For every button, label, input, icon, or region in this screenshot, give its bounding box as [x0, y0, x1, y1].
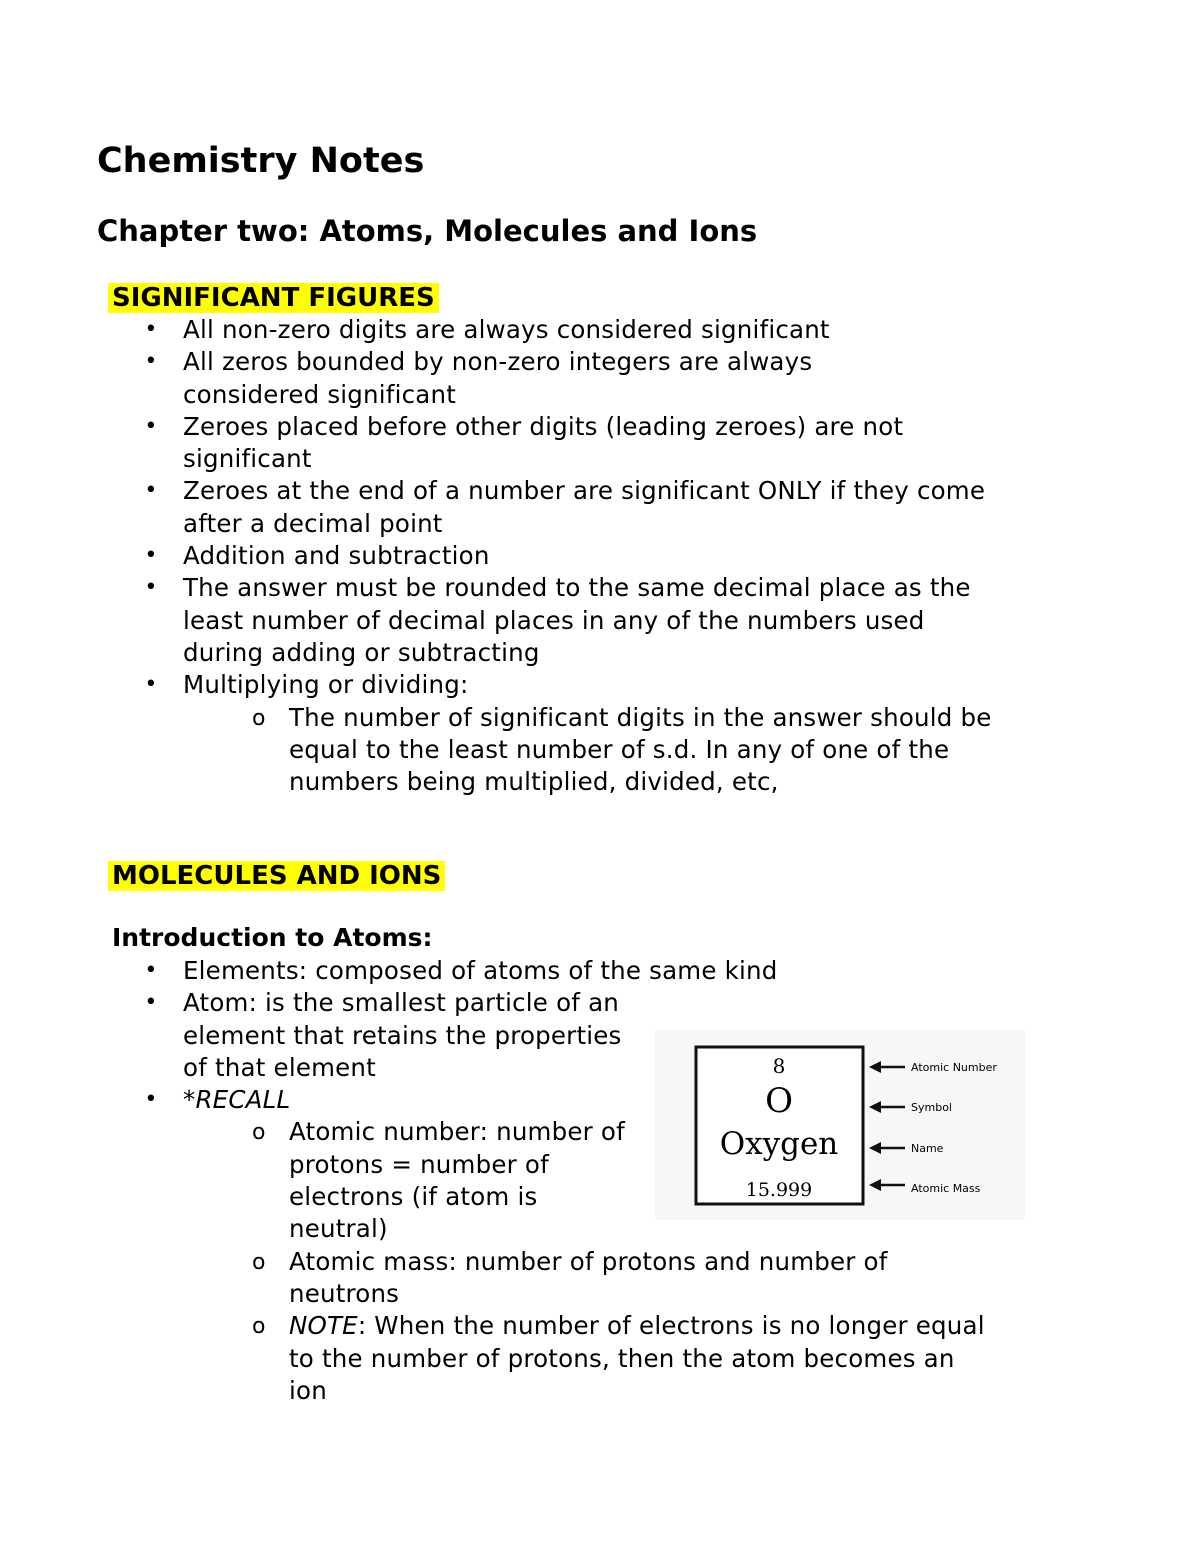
list-item-text: All zeros bounded by non-zero integers are always considered significant: [183, 347, 813, 409]
bullet-icon: •: [144, 990, 158, 1016]
section-heading-molecules-and-ions: [108, 860, 445, 892]
list-item: [0, 346, 903, 411]
bullet-icon: •: [144, 575, 158, 601]
sub-list-item-text: Atomic number: number of protons = number of electrons (if atom is neutral): [289, 1117, 625, 1244]
list-item-text: All non-zero digits are always considered significant: [183, 315, 830, 344]
bullet-icon: •: [144, 317, 158, 342]
list-item-text: Atom: is the smallest particle of an element that retains the properties of that element: [183, 988, 622, 1082]
element-tile-figure: [655, 1030, 1025, 1220]
bullet-icon: •: [144, 349, 158, 375]
sub-list-item: [0, 702, 1029, 799]
label-symbol: Symbol: [911, 1101, 952, 1114]
list-item-text: Elements: composed of atoms of the same kind: [183, 956, 778, 985]
list-item: [0, 572, 1008, 669]
list-item-text: Zeroes placed before other digits (leading zeroes) are not significant: [183, 411, 904, 474]
element-name: Oxygen: [719, 1126, 839, 1162]
bullet-icon: •: [144, 1087, 158, 1113]
list-item-text: Multiplying or dividing:: [183, 670, 469, 700]
section-heading-significant-figures: [108, 282, 439, 314]
bullet-icon: •: [144, 958, 158, 983]
element-tile-svg: [655, 1030, 1025, 1220]
list-item: [0, 669, 993, 701]
bullet-icon: •: [144, 543, 158, 569]
list-item-text: Zeroes at the end of a number are significant ONLY if they come after a decimal point: [183, 476, 986, 538]
significant-figures-list: [0, 314, 1040, 798]
atomic-mass-value: 15.999: [745, 1179, 813, 1201]
sub-bullet-icon: o: [252, 1314, 266, 1340]
bullet-icon: •: [144, 413, 158, 439]
sub-bullet-icon: o: [252, 1120, 266, 1146]
list-item: [0, 1084, 643, 1116]
list-item: [0, 987, 643, 1084]
sub-bullet-icon: o: [252, 1249, 266, 1275]
list-item: [0, 411, 983, 476]
sub-bullet-icon: o: [252, 705, 266, 731]
chapter-heading: Chapter two: Atoms, Molecules and Ions: [97, 214, 758, 248]
sub-list-item: [0, 1116, 634, 1245]
list-item: [0, 955, 923, 987]
highlighted-heading-text: SIGNIFICANT FIGURES: [108, 283, 439, 313]
highlighted-heading-text: MOLECULES AND IONS: [108, 861, 445, 891]
sub-list-item: [0, 1310, 989, 1407]
sub-list-item: [0, 1246, 969, 1311]
label-atomic-mass: Atomic Mass: [911, 1182, 981, 1195]
list-item: [0, 475, 993, 540]
sub-list-item-text: The number of significant digits in the answer should be equal to the least number of s.d. In any of one of the numbers being multiplied, divided, etc,: [289, 702, 992, 797]
sub-list-item-text: Atomic mass: number of protons and number of neutrons: [289, 1246, 888, 1308]
list-item-text: Addition and subtraction: [183, 541, 490, 571]
list-item-text: The answer must be rounded to the same decimal place as the least number of decimal places in any of the numbers used during adding or subtracting: [183, 573, 971, 667]
list-item: [0, 540, 993, 572]
label-atomic-number: Atomic Number: [911, 1061, 997, 1074]
document-title: Chemistry Notes: [97, 141, 425, 181]
list-item: [0, 314, 923, 346]
bullet-icon: •: [144, 478, 158, 504]
note-text: : When the number of electrons is no longer equal to the number of protons, then the atom becomes an ion: [289, 1311, 985, 1405]
list-item-text: *RECALL: [183, 1085, 291, 1115]
subheading-introduction-to-atoms: Introduction to Atoms:: [112, 923, 433, 952]
note-label: NOTE: [289, 1311, 358, 1341]
atomic-number-value: 8: [772, 1054, 786, 1078]
bullet-icon: •: [144, 672, 158, 698]
label-name: Name: [911, 1142, 944, 1155]
element-symbol: O: [765, 1081, 793, 1121]
